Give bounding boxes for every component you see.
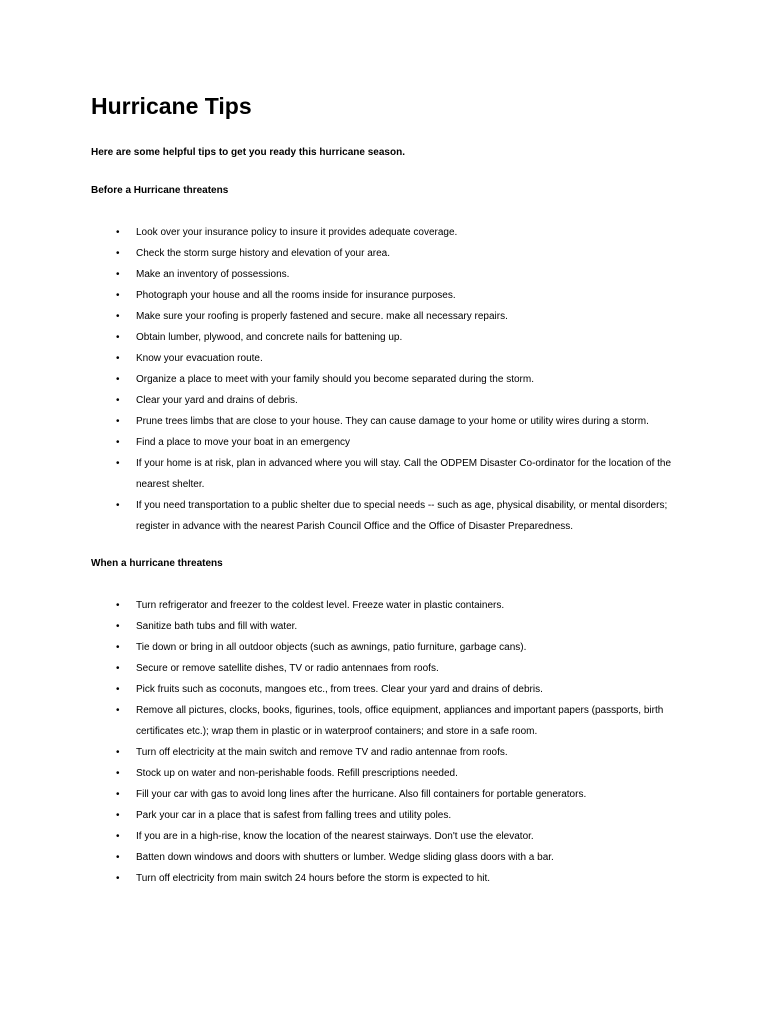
list-item-text: Make sure your roofing is properly fastened and secure. make all necessary repairs. bbox=[136, 311, 508, 322]
list-item bbox=[0, 327, 768, 348]
bullet-icon: • bbox=[116, 684, 120, 695]
list-item bbox=[0, 264, 768, 285]
list-item bbox=[0, 826, 768, 847]
list-item bbox=[0, 637, 768, 658]
list-item-text: Look over your insurance policy to insure it provides adequate coverage. bbox=[136, 227, 458, 238]
list-item-text: Batten down windows and doors with shutters or lumber. Wedge sliding glass doors with a bar. bbox=[136, 852, 554, 863]
bullet-icon: • bbox=[116, 269, 120, 280]
bullet-icon: • bbox=[116, 290, 120, 301]
list-item-text: Know your evacuation route. bbox=[136, 353, 263, 364]
bullet-icon: • bbox=[116, 332, 120, 343]
list-item-text: If your home is at risk, plan in advanced where you will stay. Call the ODPEM Disaster Co-ordinator for the location of the nearest shelter. bbox=[136, 458, 672, 490]
list-item-text: Tie down or bring in all outdoor objects (such as awnings, patio furniture, garbage cans). bbox=[136, 642, 527, 653]
list-item-text: Make an inventory of possessions. bbox=[136, 269, 290, 280]
tips-list-when bbox=[0, 595, 768, 889]
bullet-icon: • bbox=[116, 663, 120, 674]
list-item-text: Clear your yard and drains of debris. bbox=[136, 395, 298, 406]
list-item bbox=[0, 285, 768, 306]
list-item-text: Turn off electricity at the main switch and remove TV and radio antennae from roofs. bbox=[136, 747, 508, 758]
bullet-icon: • bbox=[116, 311, 120, 322]
list-item-text: Park your car in a place that is safest from falling trees and utility poles. bbox=[136, 810, 452, 821]
list-item-text: Remove all pictures, clocks, books, figurines, tools, office equipment, appliances and important papers (passports, birth certificates etc.); wrap them in plastic or in waterproof containers; and store in a safe room. bbox=[136, 705, 664, 737]
bullet-icon: • bbox=[116, 353, 120, 364]
bullet-icon: • bbox=[116, 600, 120, 611]
list-item bbox=[0, 616, 768, 637]
list-item bbox=[0, 868, 768, 889]
list-item bbox=[0, 432, 768, 453]
bullet-icon: • bbox=[116, 416, 120, 427]
list-item-text: If you are in a high-rise, know the location of the nearest stairways. Don't use the elevator. bbox=[136, 831, 534, 842]
list-item-text: Obtain lumber, plywood, and concrete nails for battening up. bbox=[136, 332, 403, 343]
list-item-text: Photograph your house and all the rooms inside for insurance purposes. bbox=[136, 290, 456, 301]
bullet-icon: • bbox=[116, 437, 120, 448]
section-heading-before: Before a Hurricane threatens bbox=[91, 185, 229, 196]
list-item-text: Turn refrigerator and freezer to the coldest level. Freeze water in plastic containers. bbox=[136, 600, 505, 611]
list-item-text: Fill your car with gas to avoid long lines after the hurricane. Also fill containers for portable generators. bbox=[136, 789, 587, 800]
bullet-icon: • bbox=[116, 621, 120, 632]
list-item bbox=[0, 495, 768, 537]
bullet-icon: • bbox=[116, 500, 120, 511]
bullet-icon: • bbox=[116, 747, 120, 758]
list-item-text: Secure or remove satellite dishes, TV or radio antennaes from roofs. bbox=[136, 663, 439, 674]
list-item-text: If you need transportation to a public shelter due to special needs -- such as age, physical disability, or mental disorders; register in advance with the nearest Parish Council Office and the Office of Disaster Preparedness. bbox=[136, 500, 668, 532]
list-item bbox=[0, 306, 768, 327]
bullet-icon: • bbox=[116, 789, 120, 800]
list-item bbox=[0, 390, 768, 411]
list-item bbox=[0, 700, 768, 742]
page-title: Hurricane Tips bbox=[91, 93, 252, 119]
bullet-icon: • bbox=[116, 227, 120, 238]
list-item bbox=[0, 742, 768, 763]
list-item bbox=[0, 784, 768, 805]
intro-text: Here are some helpful tips to get you ready this hurricane season. bbox=[91, 147, 405, 158]
list-item bbox=[0, 679, 768, 700]
list-item-text: Stock up on water and non-perishable foods. Refill prescriptions needed. bbox=[136, 768, 458, 779]
bullet-icon: • bbox=[116, 873, 120, 884]
bullet-icon: • bbox=[116, 395, 120, 406]
bullet-icon: • bbox=[116, 374, 120, 385]
bullet-icon: • bbox=[116, 810, 120, 821]
list-item bbox=[0, 222, 768, 243]
list-item bbox=[0, 348, 768, 369]
list-item-text: Check the storm surge history and elevation of your area. bbox=[136, 248, 391, 259]
bullet-icon: • bbox=[116, 458, 120, 469]
list-item bbox=[0, 369, 768, 390]
list-item bbox=[0, 847, 768, 868]
list-item-text: Pick fruits such as coconuts, mangoes etc., from trees. Clear your yard and drains of debris. bbox=[136, 684, 543, 695]
list-item-text: Turn off electricity from main switch 24 hours before the storm is expected to hit. bbox=[136, 873, 491, 884]
section-heading-when: When a hurricane threatens bbox=[91, 558, 223, 569]
bullet-icon: • bbox=[116, 831, 120, 842]
list-item bbox=[0, 411, 768, 432]
bullet-icon: • bbox=[116, 768, 120, 779]
list-item bbox=[0, 805, 768, 826]
bullet-icon: • bbox=[116, 852, 120, 863]
list-item bbox=[0, 763, 768, 784]
list-item-text: Find a place to move your boat in an emergency bbox=[136, 437, 351, 448]
bullet-icon: • bbox=[116, 642, 120, 653]
bullet-icon: • bbox=[116, 248, 120, 259]
tips-list-before bbox=[0, 222, 768, 537]
list-item-text: Prune trees limbs that are close to your house. They can cause damage to your home or utility wires during a storm. bbox=[136, 416, 649, 427]
list-item bbox=[0, 595, 768, 616]
list-item bbox=[0, 243, 768, 264]
list-item-text: Organize a place to meet with your family should you become separated during the storm. bbox=[136, 374, 534, 385]
bullet-icon: • bbox=[116, 705, 120, 716]
list-item bbox=[0, 658, 768, 679]
list-item bbox=[0, 453, 768, 495]
list-item-text: Sanitize bath tubs and fill with water. bbox=[136, 621, 298, 632]
